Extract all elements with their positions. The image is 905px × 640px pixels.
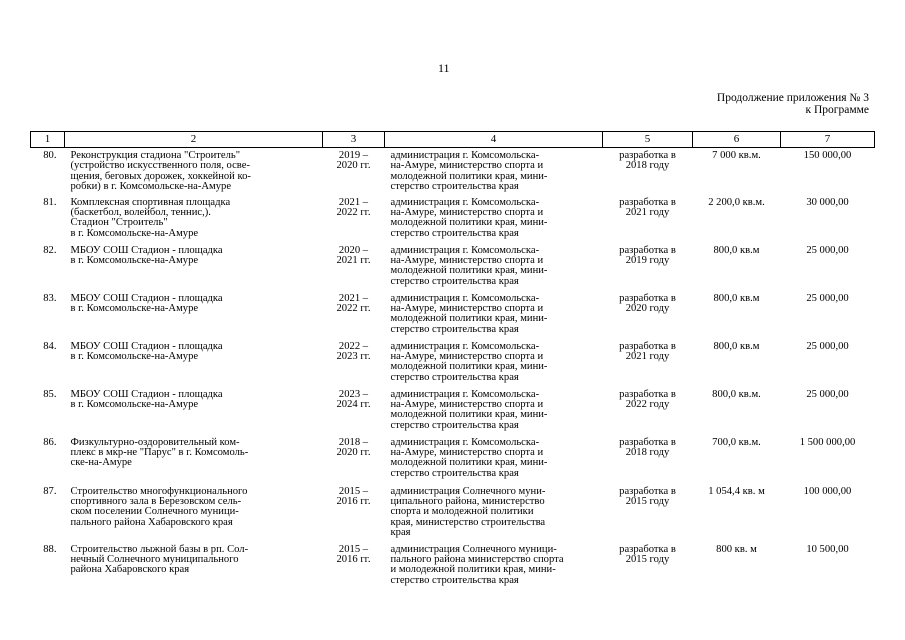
object-name-cell: МБОУ СОШ Стадион - площадка в г. Комсомольске-на-Амуре	[70, 340, 223, 362]
object-name-cell: Комплексная спортивная площадка (баскетбол, волейбол, теннис,). Стадион "Строитель" в г. Комсомольске-на-Амуре	[70, 196, 231, 239]
row-number-cell: 85.	[43, 388, 57, 400]
header-col-3: 3	[323, 132, 385, 148]
row-number-cell: 81.	[43, 196, 57, 208]
header-col-5: 5	[603, 132, 693, 148]
row-number-cell: 86.	[43, 436, 57, 448]
responsible-executor-cell: администрация Солнечного муници- пального района министерство спорта и молодежной политики края, мини- стерство строительства края	[390, 543, 564, 586]
responsible-executor-cell: администрация г. Комсомольска- на-Амуре, министерство спорта и молодежной политики края, мини- стерство строительства края	[390, 196, 548, 239]
table-row	[31, 542, 875, 587]
cost-cell: 25 000,00	[806, 388, 849, 400]
responsible-executor-cell: администрация г. Комсомольска- на-Амуре, министерство спорта и молодежной политики края, мини- стерство строительства края	[390, 340, 548, 383]
design-documentation-cell: разработка в 2022 году	[619, 388, 676, 410]
capacity-cell: 800,0 кв.м	[713, 292, 760, 304]
design-documentation-cell: разработка в 2015 году	[619, 543, 676, 565]
header-col-7: 7	[781, 132, 875, 148]
table-row	[31, 484, 875, 542]
cost-cell: 25 000,00	[806, 340, 849, 352]
table-row	[31, 148, 875, 195]
cost-cell: 150 000,00	[803, 150, 852, 161]
row-number-cell: 88.	[43, 543, 57, 555]
header-col-6: 6	[693, 132, 781, 148]
row-number-cell: 84.	[43, 340, 57, 352]
header-col-2: 2	[65, 132, 323, 148]
design-documentation-cell: разработка в 2015 году	[619, 485, 676, 507]
implementation-years-cell: 2015 – 2016 гг.	[336, 485, 371, 507]
capacity-cell: 2 200,0 кв.м.	[708, 196, 765, 208]
capacity-cell: 800,0 кв.м	[713, 340, 760, 352]
design-documentation-cell: разработка в 2019 году	[619, 244, 676, 266]
appendix-line-1: Продолжение приложения № 3	[716, 92, 869, 104]
object-name-cell: Строительство лыжной базы в рп. Сол- нечный Солнечного муниципального района Хабаровского края	[70, 543, 249, 576]
object-name-cell: МБОУ СОШ Стадион - площадка в г. Комсомольске-на-Амуре	[70, 292, 223, 314]
cost-cell: 100 000,00	[803, 485, 852, 497]
header-col-1: 1	[31, 132, 65, 148]
table-row	[31, 195, 875, 243]
capacity-cell: 800,0 кв.м	[713, 244, 760, 256]
cost-cell: 10 500,00	[806, 543, 849, 555]
cost-cell: 25 000,00	[806, 244, 849, 256]
table-row	[31, 435, 875, 484]
row-number-cell: 87.	[43, 485, 57, 497]
responsible-executor-cell: администрация г. Комсомольска- на-Амуре, министерство спорта и молодежной политики края, мини- стерство строительства края	[390, 244, 548, 287]
capacity-cell: 7 000 кв.м.	[712, 150, 761, 161]
cost-cell: 30 000,00	[806, 196, 849, 208]
capacity-cell: 1 054,4 кв. м	[708, 485, 765, 497]
implementation-years-cell: 2018 – 2020 гг.	[336, 436, 371, 458]
implementation-years-cell: 2022 – 2023 гг.	[336, 340, 371, 362]
responsible-executor-cell: администрация г. Комсомольска- на-Амуре, министерство спорта и молодежной политики края, мини- стерство строительства края	[390, 150, 548, 193]
table-row	[31, 387, 875, 435]
implementation-years-cell: 2019 – 2020 гг.	[336, 150, 371, 172]
object-name-cell: Реконструкция стадиона "Строитель" (устройство искусственного поля, осве- щения, беговых дорожек, хоккейной ко- робки) в г. Комсомольске-на-Амуре	[70, 150, 251, 193]
program-table	[30, 131, 875, 586]
responsible-executor-cell: администрация Солнечного муни- ципального района, министерство спорта и молодежной политики края, министерство строительства края	[390, 485, 546, 539]
implementation-years-cell: 2020 – 2021 гг.	[336, 244, 371, 266]
capacity-cell: 800,0 кв.м.	[712, 388, 761, 400]
design-documentation-cell: разработка в 2020 году	[619, 292, 676, 314]
row-number-cell: 82.	[43, 244, 57, 256]
table-row	[31, 243, 875, 291]
object-name-cell: Строительство многофункционального спортивного зала в Березовском сель- ском поселении Солнечного муници- пального района Хабаровского края	[70, 485, 248, 528]
implementation-years-cell: 2023 – 2024 гг.	[336, 388, 371, 410]
design-documentation-cell: разработка в 2018 году	[619, 150, 676, 172]
design-documentation-cell: разработка в 2018 году	[619, 436, 676, 458]
design-documentation-cell: разработка в 2021 году	[619, 196, 676, 218]
design-documentation-cell: разработка в 2021 году	[619, 340, 676, 362]
row-number-cell: 80.	[43, 150, 57, 161]
responsible-executor-cell: администрация г. Комсомольска- на-Амуре, министерство спорта и молодежной политики края, мини- стерство строительства края	[390, 388, 548, 431]
row-number-cell: 83.	[43, 292, 57, 304]
cost-cell: 1 500 000,00	[799, 436, 856, 448]
object-name-cell: МБОУ СОШ Стадион - площадка в г. Комсомольске-на-Амуре	[70, 244, 223, 266]
table-row	[31, 291, 875, 339]
table-row	[31, 339, 875, 387]
table-header-row	[31, 132, 875, 148]
responsible-executor-cell: администрация г. Комсомольска- на-Амуре, министерство спорта и молодежной политики края, мини- стерство строительства края	[390, 292, 548, 335]
header-col-4: 4	[385, 132, 603, 148]
object-name-cell: Физкультурно-оздоровительный ком- плекс в мкр-не "Парус" в г. Комсомоль- ске-на-Амуре	[70, 436, 249, 469]
implementation-years-cell: 2021 – 2022 гг.	[336, 292, 371, 314]
implementation-years-cell: 2021 – 2022 гг.	[336, 196, 371, 218]
appendix-line-2: к Программе	[805, 104, 869, 116]
cost-cell: 25 000,00	[806, 292, 849, 304]
implementation-years-cell: 2015 – 2016 гг.	[336, 543, 371, 565]
appendix-caption	[717, 92, 869, 116]
responsible-executor-cell: администрация г. Комсомольска- на-Амуре, министерство спорта и молодежной политики края, мини- стерство строительства края	[390, 436, 548, 479]
capacity-cell: 800 кв. м	[716, 543, 757, 555]
capacity-cell: 700,0 кв.м.	[712, 436, 761, 448]
object-name-cell: МБОУ СОШ Стадион - площадка в г. Комсомольске-на-Амуре	[70, 388, 223, 410]
page-number: 11	[438, 61, 450, 75]
